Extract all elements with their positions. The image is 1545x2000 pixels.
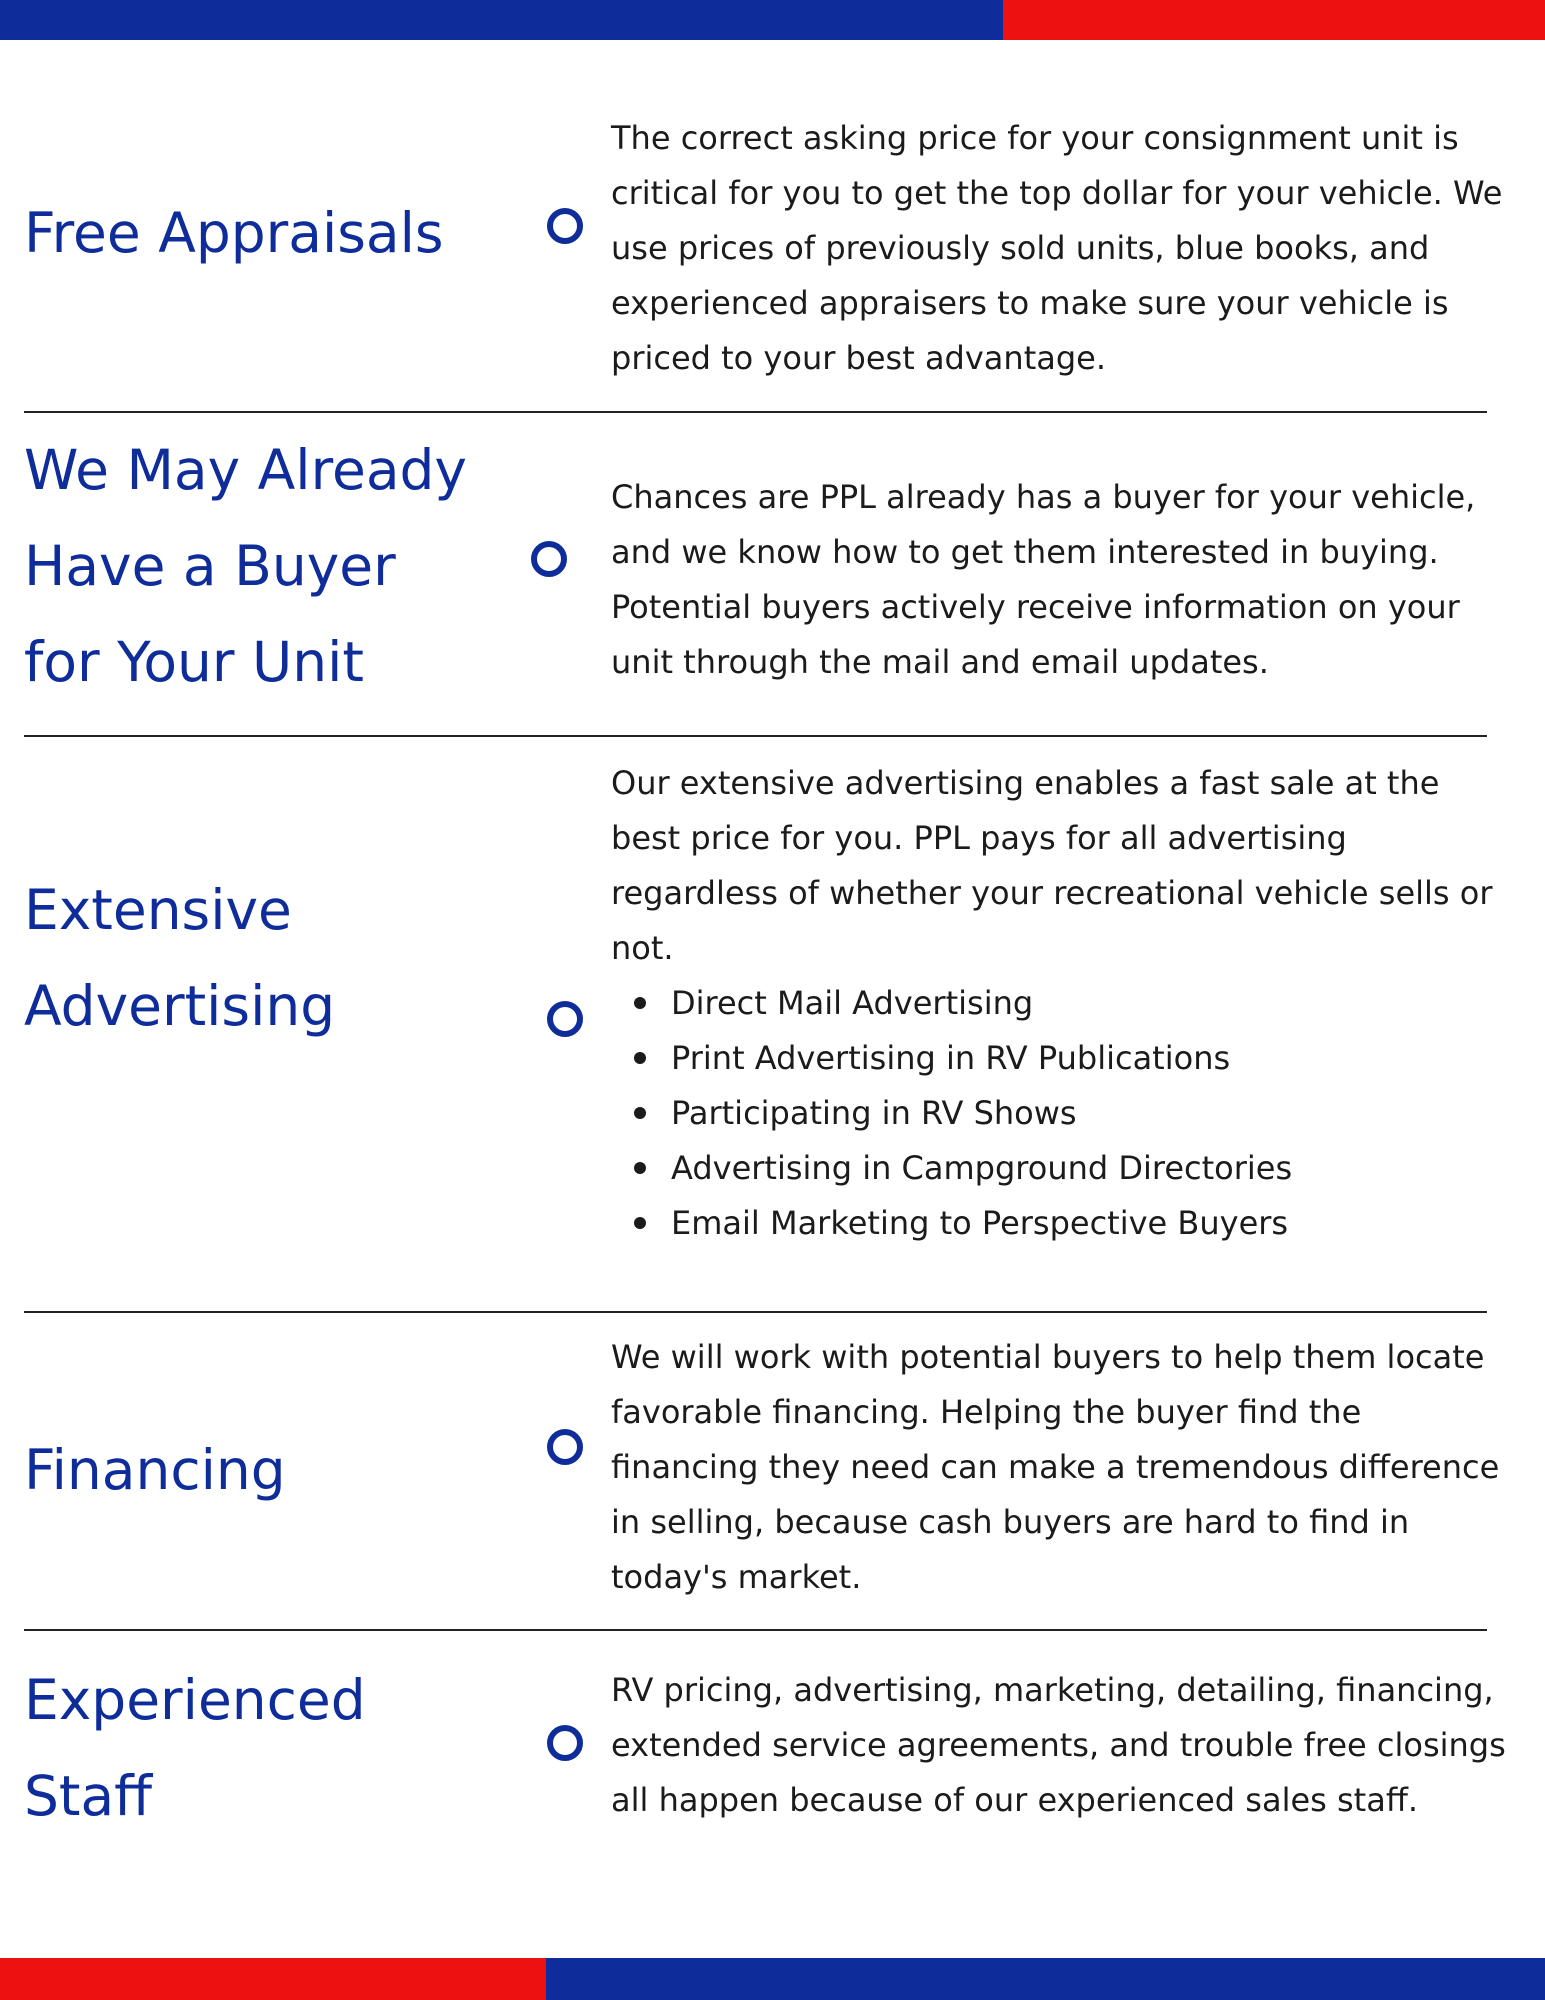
circle-bullet-icon [547,1725,583,1761]
section-body-buyer [611,470,1511,690]
circle-bullet-icon [547,1429,583,1465]
bullet-dot-icon [634,1162,646,1174]
list-item: Email Marketing to Perspective Buyers [611,1196,1511,1251]
section-heading-free-appraisals: Free Appraisals [24,201,444,265]
section-text: RV pricing, advertising, marketing, detailing, financing, extended service agreements, and trouble free closings all happen because of our experienced sales staff. [611,1671,1506,1819]
bullet-dot-icon [634,1052,646,1064]
section-body-free-appraisals [611,111,1511,386]
section-body-financing [611,1330,1511,1605]
bullet-dot-icon [634,997,646,1009]
list-item: Direct Mail Advertising [611,976,1511,1031]
top-red-bar [1003,0,1545,40]
section-heading-advertising: Extensive Advertising [24,878,336,1038]
advertising-list [611,976,1511,1251]
list-item: Participating in RV Shows [611,1086,1511,1141]
section-heading-staff: Experienced Staff [24,1668,366,1828]
section-text: We will work with potential buyers to help them locate favorable financing. Helping the buyer find the financing they need can make a tremendous difference in selling, because cash buyers are hard to find in today's market. [611,1338,1500,1596]
section-text: Chances are PPL already has a buyer for your vehicle, and we know how to get them interested in buying. Potential buyers actively receive information on your unit through the mail and email updates. [611,478,1476,681]
section-text: Our extensive advertising enables a fast sale at the best price for you. PPL pays for all advertising regardless of whether your recreational vehicle sells or not. [611,764,1493,967]
section-divider [24,1311,1487,1313]
section-divider [24,735,1487,737]
section-body-staff [611,1663,1511,1828]
circle-bullet-icon [531,541,567,577]
section-divider [24,1629,1487,1631]
section-heading-financing: Financing [24,1438,286,1502]
section-heading-buyer: We May Already Have a Buyer for Your Unit [24,438,467,694]
bottom-red-bar [0,1958,546,2000]
list-item: Print Advertising in RV Publications [611,1031,1511,1086]
list-item: Advertising in Campground Directories [611,1141,1511,1196]
bullet-dot-icon [634,1217,646,1229]
circle-bullet-icon [547,208,583,244]
bottom-blue-bar [546,1958,1545,2000]
top-blue-bar [0,0,1003,40]
section-text: The correct asking price for your consignment unit is critical for you to get the top dollar for your vehicle. We use prices of previously sold units, blue books, and experienced appraisers to make sure your vehicle is priced to your best advantage. [611,119,1503,377]
circle-bullet-icon [547,1001,583,1037]
section-body-advertising [611,756,1511,1251]
bullet-dot-icon [634,1107,646,1119]
section-divider [24,411,1487,413]
